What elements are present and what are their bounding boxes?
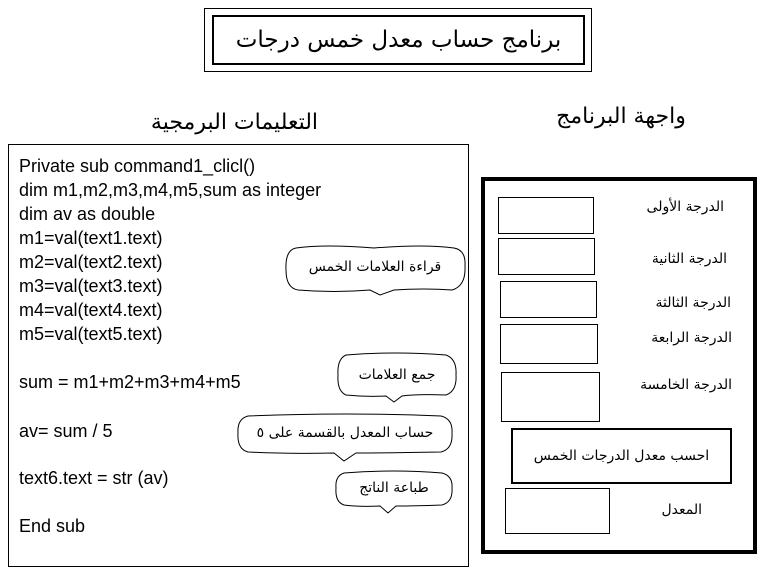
callout-sum-marks-text: جمع العلامات	[358, 367, 436, 383]
code-line-m5: m5=val(text5.text)	[19, 324, 163, 344]
code-line-m4: m4=val(text4.text)	[19, 300, 163, 320]
grade-3-label: الدرجة الثالثة	[655, 295, 731, 311]
callout-compute-average	[236, 413, 454, 463]
code-line-output: text6.text = str (av)	[19, 468, 169, 488]
grade-4-label: الدرجة الرابعة	[651, 330, 732, 346]
grade-2-input[interactable]	[498, 238, 595, 275]
interface-section-heading: واجهة البرنامج	[556, 104, 686, 129]
grade-5-label: الدرجة الخامسة	[640, 377, 732, 393]
grade-2-label: الدرجة الثانية	[651, 251, 727, 267]
callout-sum-marks	[336, 351, 458, 403]
calculate-average-button[interactable]: احسب معدل الدرجات الخمس	[511, 428, 732, 484]
code-line-average: av= sum / 5	[19, 421, 113, 441]
code-line-sub-declaration: Private sub command1_clicl()	[19, 156, 256, 176]
grade-1-label: الدرجة الأولى	[646, 199, 724, 215]
callout-read-marks-text: قراءة العلامات الخمس	[308, 259, 442, 275]
average-output-field[interactable]	[505, 488, 610, 534]
callout-compute-average-text: حساب المعدل بالقسمة على ٥	[256, 425, 434, 441]
grade-1-input[interactable]	[498, 197, 594, 234]
callout-print-result-text: طباعة الناتج	[359, 480, 429, 496]
callout-read-marks	[284, 244, 466, 296]
average-label: المعدل	[661, 502, 702, 518]
code-line-sum: sum = m1+m2+m3+m4+m5	[19, 372, 241, 392]
code-section-heading: التعليمات البرمجية	[150, 110, 319, 135]
code-line-end-sub: End sub	[19, 516, 86, 536]
code-line-m1: m1=val(text1.text)	[19, 228, 163, 248]
code-line-m3: m3=val(text3.text)	[19, 276, 163, 296]
callout-print-result	[334, 470, 454, 514]
code-line-dim-double: dim av as double	[19, 204, 156, 224]
grade-4-input[interactable]	[500, 324, 598, 364]
code-line-m2: m2=val(text2.text)	[19, 252, 163, 272]
code-line-dim-integers: dim m1,m2,m3,m4,m5,sum as integer	[19, 180, 322, 200]
page-title: برنامج حساب معدل خمس درجات	[212, 15, 585, 65]
grade-3-input[interactable]	[500, 281, 597, 318]
grade-5-input[interactable]	[501, 372, 600, 422]
